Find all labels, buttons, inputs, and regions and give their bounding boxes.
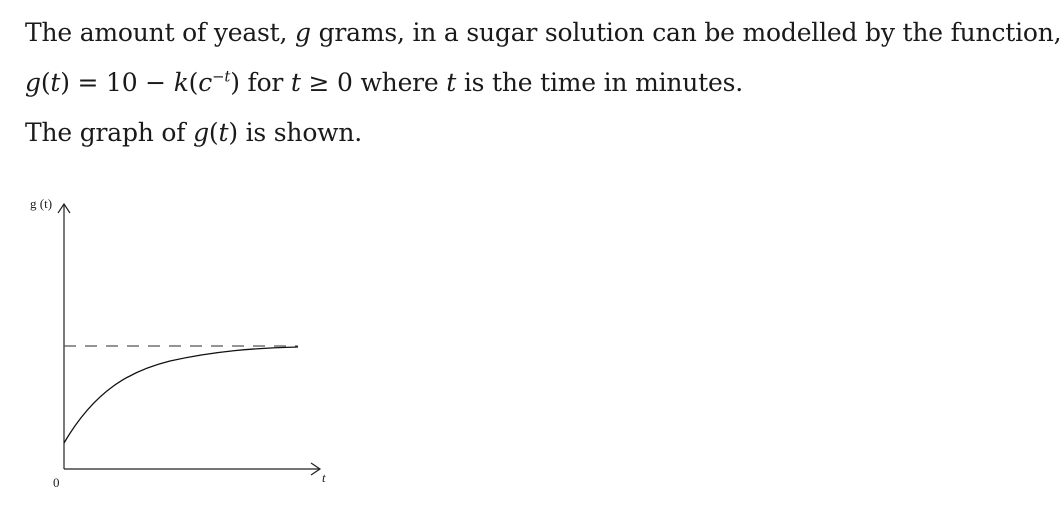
origin-label: 0 [53,475,60,490]
text: The graph of [25,118,194,147]
text: ) = 10 − [60,68,174,97]
variable-t: t [290,68,301,97]
text: is the time in minutes. [456,68,743,97]
variable-t: t [446,68,457,97]
text: grams, in a sugar solution can be modelled by the function, [310,18,1061,47]
variable-g: g [25,68,41,97]
text: ) is shown. [228,118,363,147]
text: ≥ 0 where [300,68,447,97]
question-line-1 [25,18,1061,48]
x-axis-label: t [322,470,326,485]
graph-figure [0,185,360,508]
graph-svg [0,185,360,508]
variable-g: g [295,18,311,47]
variable-g: g [193,118,209,147]
variable-c: c [198,68,213,97]
exponent: −t [212,67,231,86]
text: The amount of yeast, [25,18,296,47]
variable-k: k [173,68,189,97]
text: ) for [230,68,291,97]
text: ( [40,68,51,97]
question-line-3 [25,118,362,148]
y-axis-label: g (t) [30,196,53,211]
text: ( [208,118,219,147]
function-curve [64,347,298,443]
variable-t: t [218,118,229,147]
text: ( [188,68,199,97]
question-line-2 [25,68,743,98]
variable-t: t [50,68,61,97]
